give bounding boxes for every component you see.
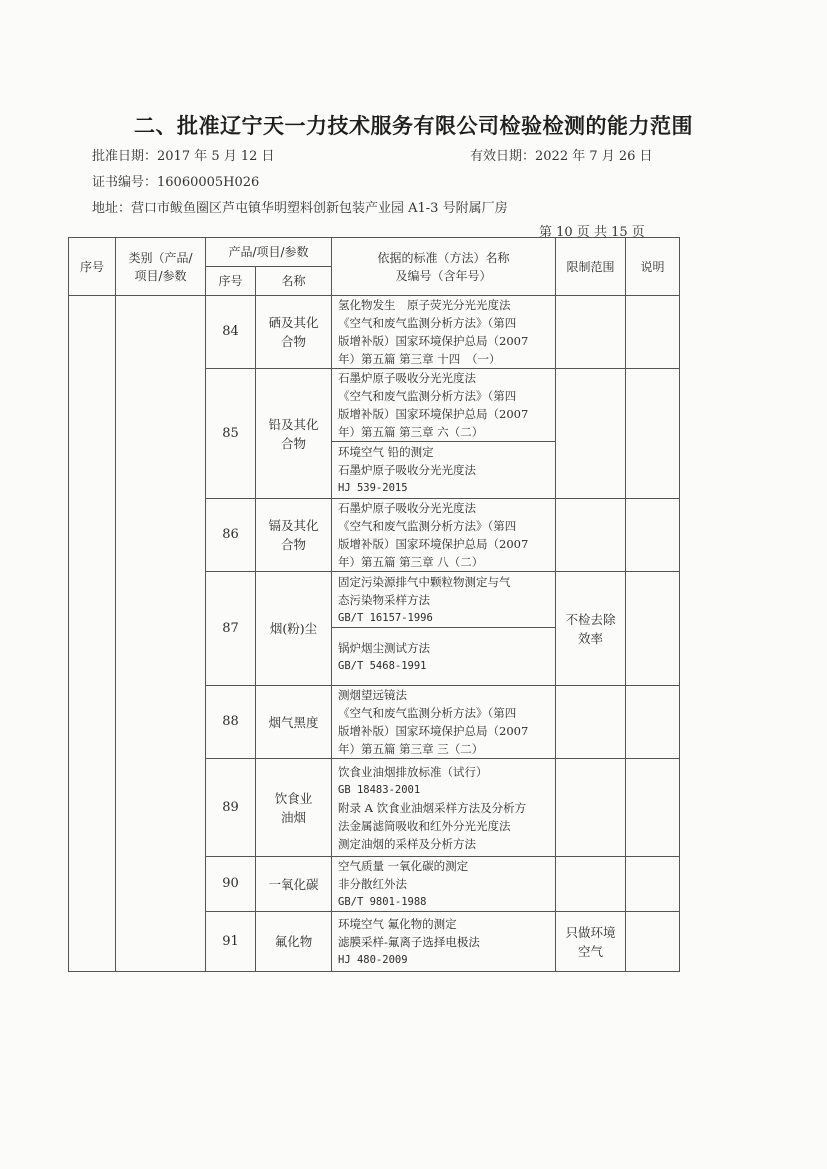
- method-line: 空气质量 一氧化碳的测定: [338, 859, 469, 873]
- header-sub-seq: 序号: [206, 267, 256, 296]
- method-cell: [332, 572, 556, 628]
- method-line: 年）第五篇 第三章 六（二）: [338, 425, 484, 439]
- item-name-line: 一氧化碳: [268, 876, 319, 892]
- header-product-group: 产品/项目/参数: [206, 238, 332, 267]
- method-line: 《空气和废气监测分析方法》（第四: [338, 519, 517, 533]
- address: 地址：营口市鲅鱼圈区芦屯镇华明塑料创新包装产业园 A1-3 号附属厂房: [92, 201, 508, 216]
- method-line: 年）第五篇 第三章 八（二）: [338, 555, 484, 569]
- method-cell: [332, 912, 556, 972]
- limit-line: 效率: [577, 630, 603, 646]
- header-standard-line: 依据的标准（方法）名称: [377, 250, 510, 265]
- method-line: 氢化物发生 原子荧光分光光度法: [338, 298, 511, 312]
- method-line: 饮食业油烟排放标准（试行）: [338, 764, 488, 779]
- method-line: 年）第五篇 第三章 十四 （一）: [338, 352, 501, 366]
- item-number: 90: [206, 857, 256, 912]
- method-line: 版增补版）国家环境保护总局（2007: [338, 407, 529, 421]
- item-number: 86: [206, 499, 256, 572]
- table-row: [69, 296, 680, 369]
- note-cell: [626, 572, 680, 686]
- limit-cell: [556, 912, 626, 972]
- note-cell: [626, 759, 680, 857]
- page-indicator: 第 10 页 共 15 页: [539, 225, 645, 240]
- item-name-line: 合物: [280, 334, 306, 349]
- method-cell: [332, 759, 556, 857]
- item-number: 89: [206, 759, 256, 857]
- item-name: [256, 759, 332, 857]
- note-cell: [626, 686, 680, 759]
- method-line: 态污染物采样方法: [338, 592, 430, 607]
- header-limit: 限制范围: [556, 238, 626, 296]
- header-category-line: 项目/参数: [134, 268, 187, 283]
- note-cell: [626, 912, 680, 972]
- scope-table: [68, 237, 680, 972]
- method-cell: [332, 442, 556, 499]
- item-name-line: 烟气黑度: [268, 714, 319, 730]
- header-note: 说明: [626, 238, 680, 296]
- limit-cell: [556, 369, 626, 499]
- method-line: 版增补版）国家环境保护总局（2007: [338, 724, 529, 738]
- method-line: 固定污染源排气中颗粒物测定与气: [338, 574, 511, 589]
- limit-line: 不检去除: [565, 611, 616, 627]
- item-name-line: 油烟: [280, 809, 306, 825]
- method-line: GB/T 16157-1996: [338, 611, 433, 624]
- note-cell: [626, 499, 680, 572]
- item-name: [256, 686, 332, 759]
- method-line: 石墨炉原子吸收分光光度法: [338, 371, 476, 385]
- approval-date: 批准日期：2017 年 5 月 12 日: [92, 149, 275, 164]
- note-cell: [626, 857, 680, 912]
- item-name: [256, 912, 332, 972]
- item-name: [256, 369, 332, 499]
- item-number: 85: [206, 369, 256, 499]
- method-cell: [332, 857, 556, 912]
- method-line: 石墨炉原子吸收分光光度法: [338, 501, 476, 515]
- item-number: 88: [206, 686, 256, 759]
- item-name-line: 氟化物: [274, 934, 313, 949]
- method-cell: [332, 628, 556, 686]
- item-name-line: 饮食业: [274, 790, 313, 806]
- valid-date: 有效日期：2022 年 7 月 26 日: [470, 149, 653, 164]
- certificate-number: 证书编号：16060005H026: [92, 175, 260, 190]
- header-seq: 序号: [69, 238, 116, 296]
- method-line: 石墨炉原子吸收分光光度法: [338, 463, 476, 477]
- table-body: [69, 296, 680, 972]
- method-line: 环境空气 氟化物的测定: [338, 916, 457, 931]
- method-line: HJ 539-2015: [338, 482, 408, 494]
- item-number: 84: [206, 296, 256, 369]
- method-line: 法金属滤筒吸收和红外分光光度法: [338, 818, 511, 833]
- method-line: 版增补版）国家环境保护总局（2007: [338, 334, 529, 348]
- item-name-line: 镉及其化: [268, 518, 319, 533]
- method-line: 测定油烟的采样及分析方法: [338, 836, 476, 851]
- note-cell: [626, 369, 680, 499]
- limit-line: 只做环境: [565, 924, 616, 940]
- page-title: 二、批准辽宁天一力技术服务有限公司检验检测的能力范围: [134, 114, 693, 138]
- method-line: GB 18483-2001: [338, 783, 421, 796]
- item-name-line: 烟(粉)尘: [269, 621, 318, 636]
- limit-cell: [556, 572, 626, 686]
- limit-cell: [556, 759, 626, 857]
- item-name: [256, 296, 332, 369]
- method-line: 年）第五篇 第三章 三（二）: [338, 742, 484, 756]
- method-line: 锅炉烟尘测试方法: [338, 640, 430, 655]
- header-sub-name: 名称: [256, 267, 332, 296]
- limit-cell: [556, 686, 626, 759]
- header-category: [116, 238, 206, 296]
- item-number: 91: [206, 912, 256, 972]
- method-line: 非分散红外法: [338, 877, 407, 891]
- method-line: HJ 480-2009: [338, 953, 408, 966]
- method-cell: [332, 369, 556, 442]
- header-category-line: 类别（产品/: [128, 250, 193, 265]
- limit-cell: [556, 857, 626, 912]
- note-cell: [626, 296, 680, 369]
- header-standard: [332, 238, 556, 296]
- method-cell: [332, 499, 556, 572]
- item-name-line: 铅及其化: [268, 416, 319, 432]
- method-line: 附录 A 饮食业油烟采样方法及分析方: [338, 800, 527, 815]
- item-name-line: 合物: [280, 537, 306, 552]
- item-name: [256, 499, 332, 572]
- table-header: [69, 238, 680, 296]
- method-line: GB/T 5468-1991: [338, 659, 427, 672]
- limit-line: 空气: [577, 943, 603, 959]
- method-cell: [332, 296, 556, 369]
- method-line: 滤膜采样-氟离子选择电极法: [338, 934, 480, 949]
- item-number: 87: [206, 572, 256, 686]
- item-name: [256, 572, 332, 686]
- limit-cell: [556, 499, 626, 572]
- method-line: 测烟望远镜法: [338, 688, 407, 702]
- item-name: [256, 857, 332, 912]
- limit-cell: [556, 296, 626, 369]
- method-line: 环境空气 铅的测定: [338, 445, 434, 459]
- header-standard-line: 及编号（含年号）: [395, 268, 492, 283]
- category-cell: [116, 296, 206, 972]
- seq-cell: [69, 296, 116, 972]
- method-line: GB/T 9801-1988: [338, 896, 427, 908]
- method-cell: [332, 686, 556, 759]
- method-line: 《空气和废气监测分析方法》（第四: [338, 389, 517, 403]
- method-line: 《空气和废气监测分析方法》（第四: [338, 706, 517, 720]
- item-name-line: 硒及其化: [268, 315, 319, 330]
- method-line: 《空气和废气监测分析方法》（第四: [338, 316, 517, 330]
- method-line: 版增补版）国家环境保护总局（2007: [338, 537, 529, 551]
- item-name-line: 合物: [280, 435, 306, 451]
